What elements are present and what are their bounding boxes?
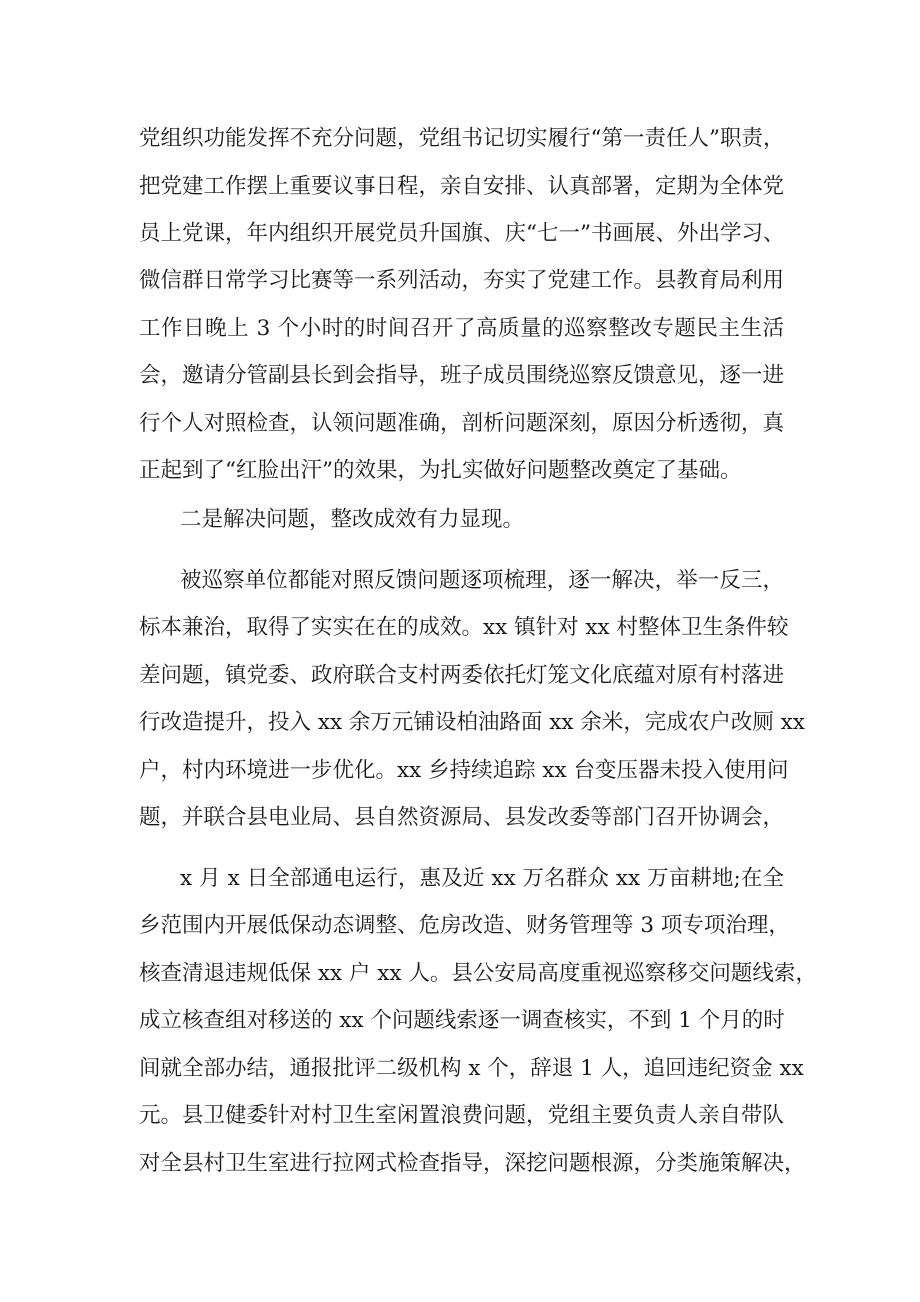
text-line: 被巡察单位都能对照反馈问题逐项梳理，逐一解决，举一反三，	[180, 568, 784, 593]
text-line: 正起到了“红脸出汗”的效果，为扎实做好问题整改奠定了基础。	[139, 458, 742, 483]
text-line: 标本兼治，取得了实实在在的成效。xx 镇针对 xx 村整体卫生条件较	[139, 615, 789, 640]
text-line: 党组织功能发挥不充分问题，党组书记切实履行“第一责任人”职责，	[139, 126, 785, 151]
text-line: x 月 x 日全部通电运行，惠及近 xx 万名群众 xx 万亩耕地;在全	[180, 866, 784, 891]
text-line: 行个人对照检查，认领问题准确，剖析问题深刻，原因分析透彻，真	[139, 411, 785, 436]
text-line: 差问题，镇党委、政府联合支村两委依托灯笼文化底蕴对原有村落进	[139, 663, 785, 688]
text-line: 员上党课，年内组织开展党员升国旗、庆“七一”书画展、外出学习、	[139, 221, 785, 246]
text-line: 户，村内环境进一步优化。xx 乡持续追踪 xx 台变压器未投入使用问	[139, 758, 789, 783]
section-heading: 二是解决问题，整改成效有力显现。	[180, 507, 525, 532]
text-line: 对全县村卫生室进行拉网式检查指导，深挖问题根源，分类施策解决，	[139, 1151, 806, 1176]
text-line: 核查清退违规低保 xx 户 xx 人。县公安局高度重视巡察移交问题线索，	[139, 961, 817, 986]
text-line: 题，并联合县电业局、县自然资源局、县发改委等部门召开协调会，	[139, 805, 785, 830]
text-line: 元。县卫健委针对村卫生室闲置浪费问题，党组主要负责人亲自带队	[139, 1103, 785, 1128]
text-line: 乡范围内开展低保动态调整、危房改造、财务管理等 3 项专项治理，	[139, 913, 790, 938]
text-line: 成立核查组对移送的 xx 个问题线索逐一调查核实，不到 1 个月的时	[139, 1008, 785, 1033]
text-line: 间就全部办结，通报批评二级机构 x 个，辞退 1 人，追回违纪资金 xx	[139, 1056, 804, 1081]
text-line: 行改造提升，投入 xx 余万元铺设柏油路面 xx 余米，完成农户改厕 xx	[139, 710, 805, 735]
text-line: 微信群日常学习比赛等一系列活动，夯实了党建工作。县教育局利用	[139, 268, 785, 293]
text-line: 工作日晚上 3 个小时的时间召开了高质量的巡察整改专题民主生活	[139, 316, 784, 341]
text-line: 会，邀请分管副县长到会指导，班子成员围绕巡察反馈意见，逐一进	[139, 363, 785, 388]
text-line: 把党建工作摆上重要议事日程，亲自安排、认真部署，定期为全体党	[139, 174, 785, 199]
